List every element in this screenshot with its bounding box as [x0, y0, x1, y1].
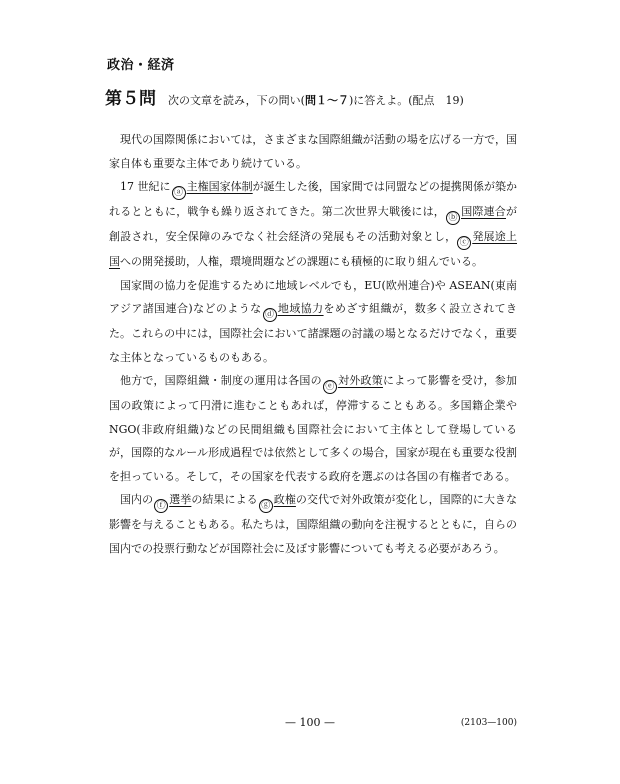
marker-e: ⓔ	[323, 380, 337, 394]
paragraph-4: 他方で，国際組織・制度の運用は各国の ⓔ 対外政策によって影響を受け，参加国の政策によって円滑に進むこともあれば，停滞することもある。多国籍企業や NGO(非政府組織)などの民間組織も国際社会において主体として登場しているが，国際的なルール形成過程では依然として多くの場合，国家が現在も重要な役割を担っている。そして，その国家を代表する政府を選ぶのは各国の有権者である。	[109, 374, 518, 483]
marker-d: ⓓ	[263, 308, 277, 322]
underlined-term-c: 発展途上国	[109, 230, 517, 268]
subject-heading: 政治・経済	[107, 58, 175, 73]
underlined-term-e: 対外政策	[337, 374, 383, 387]
paragraph-1: 現代の国際関係においては，さまざまな国際組織が活動の場を広げる一方で，国家自体も重要な主体であり続けている。	[109, 133, 517, 170]
question-header	[105, 84, 464, 109]
paragraph-2: 17 世紀に ⓐ 主権国家体制が誕生した後，国家間では同盟などの提携関係が築かれるとともに，戦争も繰り返されてきた。第二次世界大戦後には， ⓑ 国際連合が創設され，安全保障のみでなく社会経済の発展もその活動対象とし， ⓒ 発展途上国への開発援助，人権，環境問題などの課題にも積極的に取り組んでいる。	[109, 180, 518, 268]
underlined-term-f: 選挙	[169, 493, 192, 506]
underlined-term-d: 地域協力	[277, 302, 324, 315]
underlined-term-a: 主権国家体制	[186, 180, 253, 193]
paragraph-3: 国家間の協力を促進するために地域レベルでも，EU(欧州連合)や ASEAN(東南アジア諸国連合)などのような ⓓ 地域協力をめざす組織が，数多く設立されてきた。これらの中には，国際社会において諸課題の討議の場となるだけでなく，重要な主体となっているものもある。	[109, 278, 518, 364]
question-instruction: 次の文章を読み，下の問い(問１〜７)に答えよ。(配点 19)	[168, 94, 464, 107]
marker-c: ⓒ	[457, 236, 471, 250]
underlined-term-b: 国際連合	[461, 205, 506, 218]
exam-code: (2103—100)	[460, 718, 517, 728]
marker-b: ⓑ	[446, 211, 460, 225]
paragraph-5: 国内の ⓕ 選挙の結果による ⓖ 政権の交代で対外政策が変化し，国際的に大きな影響を与えることもある。私たちは，国際組織の動向を注視するとともに，自らの国内での投票行動などが国際社会に及ぼす影響についても考える必要があろう。	[109, 493, 518, 555]
marker-a: ⓐ	[172, 186, 186, 200]
question-number: 第５問	[105, 89, 156, 109]
marker-f: ⓕ	[154, 499, 168, 513]
page-number: — 100 —	[285, 716, 335, 729]
underlined-term-g: 政権	[273, 493, 296, 506]
passage	[109, 128, 517, 560]
marker-g: ⓖ	[259, 499, 273, 513]
